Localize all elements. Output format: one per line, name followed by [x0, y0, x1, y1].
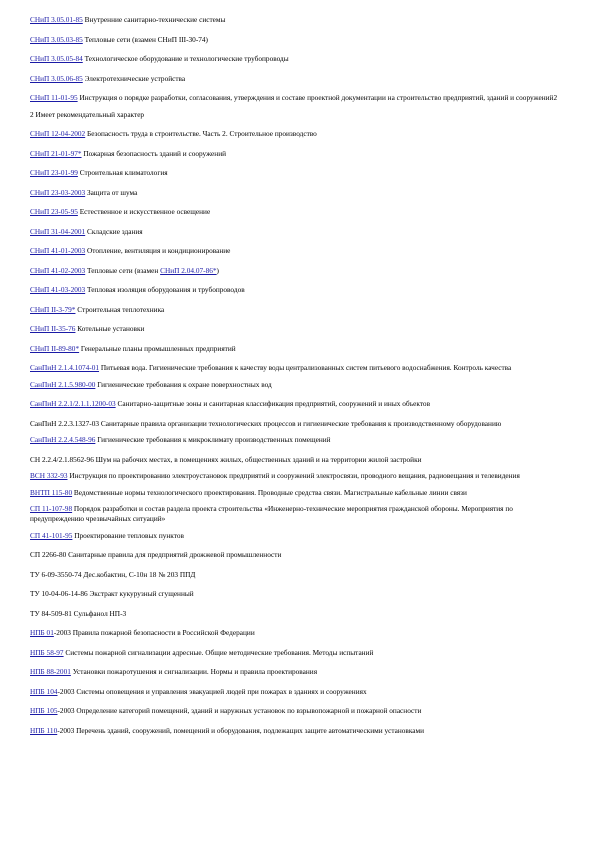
entry-title: Системы пожарной сигнализации адресные. Общие методические требования. Методы испытаний — [63, 647, 374, 657]
entry-title: Порядок разработки и состав раздела проекта строительства «Инженерно-технические мероприятия гражданской обороны. Мероприятия по предупреждению чрезвычайных ситуаций» — [30, 504, 513, 523]
document-link[interactable]: СНиП II-3-79* — [30, 304, 76, 314]
entry-title: Отопление, вентиляция и кондиционирование — [85, 246, 231, 255]
document-link[interactable]: НПБ 104 — [30, 686, 58, 696]
document-link[interactable]: СНиП II-35-76 — [30, 324, 76, 333]
reference-entry — [30, 570, 559, 580]
reference-entry — [30, 305, 559, 315]
entry-title: Установки пожаротушения и сигнализации. Нормы и правила проектирования — [70, 667, 318, 676]
reference-list — [30, 15, 559, 736]
reference-entry — [30, 93, 559, 103]
entry-title: Технологическое оборудование и технологические трубопроводы — [82, 54, 289, 63]
reference-entry — [30, 609, 559, 619]
document-link[interactable]: СанПиН 2.1.5.980-00 — [30, 379, 96, 389]
reference-entry — [30, 380, 559, 390]
entry-title: Гигиенические требования к микроклимату производственных помещений — [95, 435, 331, 444]
document-link[interactable]: СНиП 3.05.06-85 — [30, 73, 83, 83]
entry-title: Проектирование тепловых пунктов — [72, 530, 184, 540]
document-link[interactable]: СНиП 3.05.03-85 — [30, 34, 83, 44]
reference-entry — [30, 129, 559, 139]
reference-entry — [30, 628, 559, 638]
reference-entry — [30, 227, 559, 237]
document-link[interactable]: СНиП 41-03-2003 — [30, 285, 86, 294]
reference-entry — [30, 531, 559, 541]
document-link[interactable]: СП 41-101-95 — [30, 530, 73, 540]
reference-entry — [30, 550, 559, 560]
reference-entry — [30, 455, 559, 465]
entry-title: СП 2266-80 Санитарные правила для предприятий дрожжевой промышленности — [30, 550, 282, 559]
document-link[interactable]: НПБ 01 — [30, 628, 54, 637]
document-link[interactable]: СанПиН 2.2.4.548-96 — [30, 435, 96, 444]
reference-entry — [30, 168, 559, 178]
entry-title: Санитарно-защитные зоны и санитарная классификация предприятий, сооружений и иных объектов — [115, 399, 431, 408]
document-link[interactable]: СП 11-107-98 — [30, 504, 73, 513]
document-link[interactable]: ВСН 332-93 — [30, 471, 68, 480]
entry-title: Строительная теплотехника — [75, 304, 165, 314]
document-link[interactable]: НПБ 105 — [30, 706, 58, 715]
document-link[interactable]: СанПиН 2.1.4.1074-01 — [30, 363, 100, 372]
entry-title: Безопасность труда в строительстве. Часть 2. Строительное производство — [85, 129, 317, 138]
entry-title: ТУ 84-509-81 Сульфанол НП-3 — [30, 608, 127, 618]
entry-title: СН 2.2.4/2.1.8562-96 Шум на рабочих местах, в помещениях жилых, общественных зданий и на территории жилой застройки — [30, 454, 422, 464]
entry-title: Защита от шума — [85, 187, 138, 197]
entry-title: Внутренние санитарно-технические системы — [82, 15, 226, 24]
document-link[interactable]: СНиП 2.04.07-86* — [160, 265, 217, 275]
entry-title: Ведомственные нормы технологического проектирования. Проводные средства связи. Магистральные кабельные линии связи — [72, 487, 467, 497]
document-link[interactable]: СНиП II-89-80* — [30, 343, 80, 353]
entry-title-suffix: ) — [216, 265, 219, 275]
entry-title: Питьевая вода. Гигиенические требования к качеству воды централизованных систем питьевого водоснабжения. Контроль качества — [99, 363, 512, 372]
entry-title: -2003 Перечень зданий, сооружений, помещений и оборудования, подлежащих защите автоматическими установками — [57, 725, 425, 735]
entry-title: Генеральные планы промышленных предприятий — [79, 343, 236, 353]
entry-title: 2 Имеет рекомендательный характер — [30, 109, 145, 119]
entry-title: Естественное и искусственное освещение — [77, 207, 211, 216]
reference-entry — [30, 74, 559, 84]
document-link[interactable]: НПБ 88-2001 — [30, 667, 71, 676]
reference-entry — [30, 419, 559, 429]
entry-title: Тепловая изоляция оборудования и трубопроводов — [85, 285, 245, 294]
document-link[interactable]: СНиП 3.05.01-85 — [30, 15, 83, 24]
reference-entry — [30, 706, 559, 716]
entry-title: ТУ 10-04-06-14-86 Экстракт кукурузный сгущенный — [30, 589, 194, 598]
entry-title: СанПиН 2.2.3.1327-03 Санитарные правила организации технологических процессов и гигиенические требования к производственному оборудованию — [30, 418, 502, 428]
document-link[interactable]: ВНТП 115-80 — [30, 487, 73, 497]
entry-title: -2003 Определение категорий помещений, зданий и наружных установок по взрывопожарной и пожарной опасности — [57, 706, 422, 715]
reference-entry — [30, 188, 559, 198]
reference-entry — [30, 110, 559, 120]
document-link[interactable]: СНиП 11-01-95 — [30, 93, 78, 102]
entry-title: Котельные установки — [75, 324, 145, 333]
reference-entry — [30, 687, 559, 697]
reference-entry — [30, 471, 559, 481]
document-link[interactable]: СНиП 41-01-2003 — [30, 246, 86, 255]
entry-title: ТУ 6-09-3550-74 Дес.кобактин, С-10н 18 № 203 ППД — [30, 569, 196, 579]
entry-title: -2003 Системы оповещения и управления эвакуацией людей при пожарах в зданиях и сооружениях — [57, 686, 367, 696]
entry-title: Пожарная безопасность зданий и сооружений — [81, 148, 226, 158]
document-link[interactable]: СНиП 23-05-95 — [30, 207, 78, 216]
reference-entry — [30, 149, 559, 159]
document-link[interactable]: СНиП 12-04-2002 — [30, 129, 86, 138]
reference-entry — [30, 344, 559, 354]
document-link[interactable]: СНиП 23-03-2003 — [30, 187, 86, 197]
document-link[interactable]: СНиП 41-02-2003 — [30, 265, 86, 275]
entry-title: Инструкция о порядке разработки, согласования, утверждения и составе проектной документации на строительство предприятий, зданий и сооружений2 — [77, 93, 558, 102]
document-link[interactable]: СНиП 23-01-99 — [30, 168, 78, 177]
entry-title: Тепловые сети (взамен СНиП III-30-74) — [82, 34, 208, 44]
document-link[interactable]: СНиП 21-01-97* — [30, 148, 82, 158]
reference-entry — [30, 35, 559, 45]
entry-title: Строительная климатология — [77, 168, 168, 177]
reference-entry — [30, 488, 559, 498]
reference-entry — [30, 246, 559, 256]
entry-title: Гигиенические требования к охране поверхностных вод — [95, 379, 272, 389]
reference-entry — [30, 726, 559, 736]
reference-entry — [30, 667, 559, 677]
document-link[interactable]: СНиП 31-04-2001 — [30, 226, 86, 236]
reference-entry — [30, 435, 559, 445]
reference-entry — [30, 207, 559, 217]
reference-entry — [30, 266, 559, 276]
reference-entry — [30, 363, 559, 373]
reference-entry — [30, 399, 559, 409]
document-link[interactable]: НПБ 110 — [30, 725, 58, 735]
reference-entry — [30, 324, 559, 334]
entry-title: -2003 Правила пожарной безопасности в Российской Федерации — [53, 628, 255, 637]
document-link[interactable]: СанПиН 2.2.1/2.1.1.1200-03 — [30, 399, 116, 408]
document-link[interactable]: НПБ 58-97 — [30, 647, 64, 657]
entry-title: Электротехнические устройства — [82, 73, 186, 83]
reference-entry — [30, 648, 559, 658]
reference-entry — [30, 15, 559, 25]
entry-title: Тепловые сети (взамен — [85, 265, 161, 275]
entry-title: Складские здания — [85, 226, 143, 236]
reference-entry — [30, 589, 559, 599]
reference-entry — [30, 504, 559, 524]
reference-entry — [30, 285, 559, 295]
entry-title: Инструкция по проектированию электроустановок предприятий и сооружений электросвязи, проводного вещания, радиовещания и телевидения — [67, 471, 520, 480]
reference-entry — [30, 54, 559, 64]
document-link[interactable]: СНиП 3.05.05-84 — [30, 54, 83, 63]
